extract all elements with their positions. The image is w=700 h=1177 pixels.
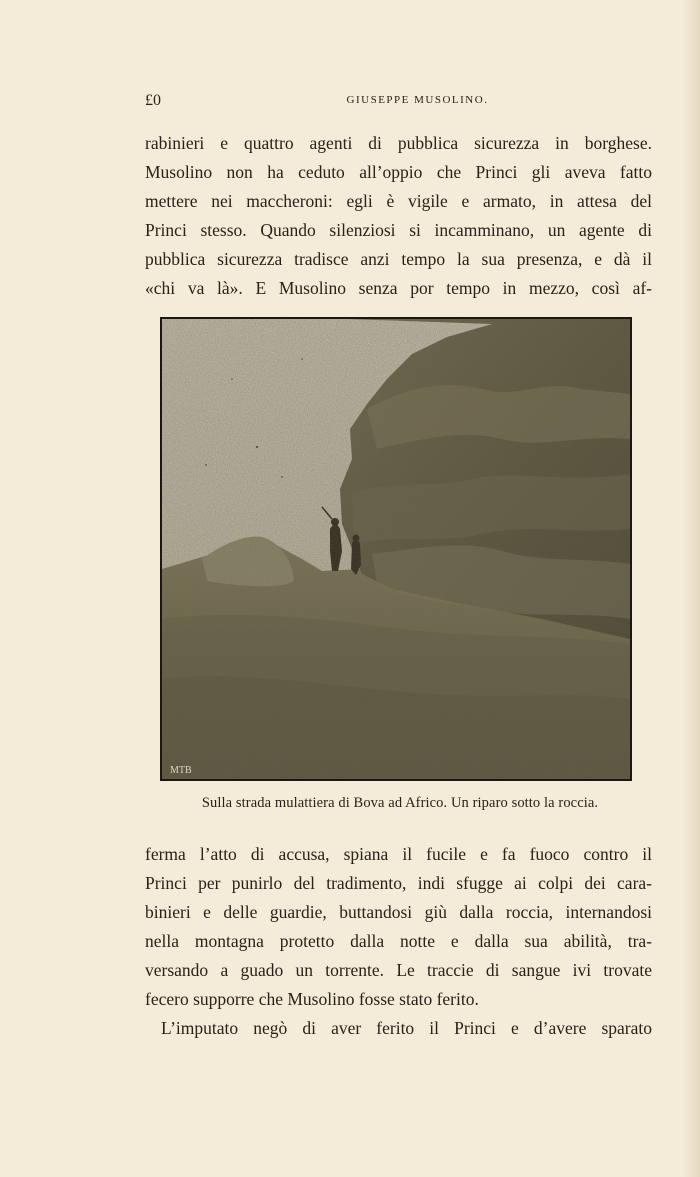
text-line: nella montagna protetto dalla notte e dalla sua abilità, tra- bbox=[145, 931, 652, 951]
text-line: fecero supporre che Musolino fosse stato ferito. bbox=[145, 989, 479, 1009]
text-line: rabinieri e quattro agenti di pubblica sicurezza in borghese. bbox=[145, 133, 652, 153]
figure-caption: Sulla strada mulattiera di Bova ad Africo. Un riparo sotto la roccia. bbox=[201, 795, 599, 811]
rocky-path-illustration bbox=[162, 319, 630, 779]
text-line: «chi va là». E Musolino senza por tempo in mezzo, così af- bbox=[145, 278, 652, 298]
illustration-plate bbox=[160, 317, 632, 781]
text-line: pubblica sicurezza tradisce anzi tempo la sua presenza, e dà il bbox=[145, 249, 652, 269]
text-line: mettere nei maccheroni: egli è vigile e armato, in attesa del bbox=[145, 191, 652, 211]
body-text-top bbox=[145, 129, 652, 303]
text-line: Princi stesso. Quando silenziosi si incamminano, un agente di bbox=[145, 220, 652, 240]
text-line: versando a guado un torrente. Le traccie di sangue ivi trovate bbox=[145, 960, 652, 980]
page-edge-shadow bbox=[682, 0, 700, 1177]
text-line: Princi per punirlo del tradimento, indi sfugge ai colpi dei cara- bbox=[145, 873, 652, 893]
body-text-bottom bbox=[145, 840, 652, 1043]
text-line: ferma l’atto di accusa, spiana il fucile e fa fuoco contro il bbox=[145, 844, 652, 864]
text-line: Musolino non ha ceduto all’oppio che Princi gli aveva fatto bbox=[145, 162, 652, 182]
page-number: £0 bbox=[145, 92, 161, 109]
running-title: GIUSEPPE MUSOLINO. bbox=[346, 94, 489, 106]
running-head bbox=[145, 92, 650, 114]
text-line: binieri e delle guardie, buttandosi giù dalla roccia, internandosi bbox=[145, 902, 652, 922]
engraver-signature: MTB bbox=[170, 765, 192, 776]
text-line: L’imputato negò di aver ferito il Princi e d’avere sparato bbox=[161, 1018, 652, 1038]
